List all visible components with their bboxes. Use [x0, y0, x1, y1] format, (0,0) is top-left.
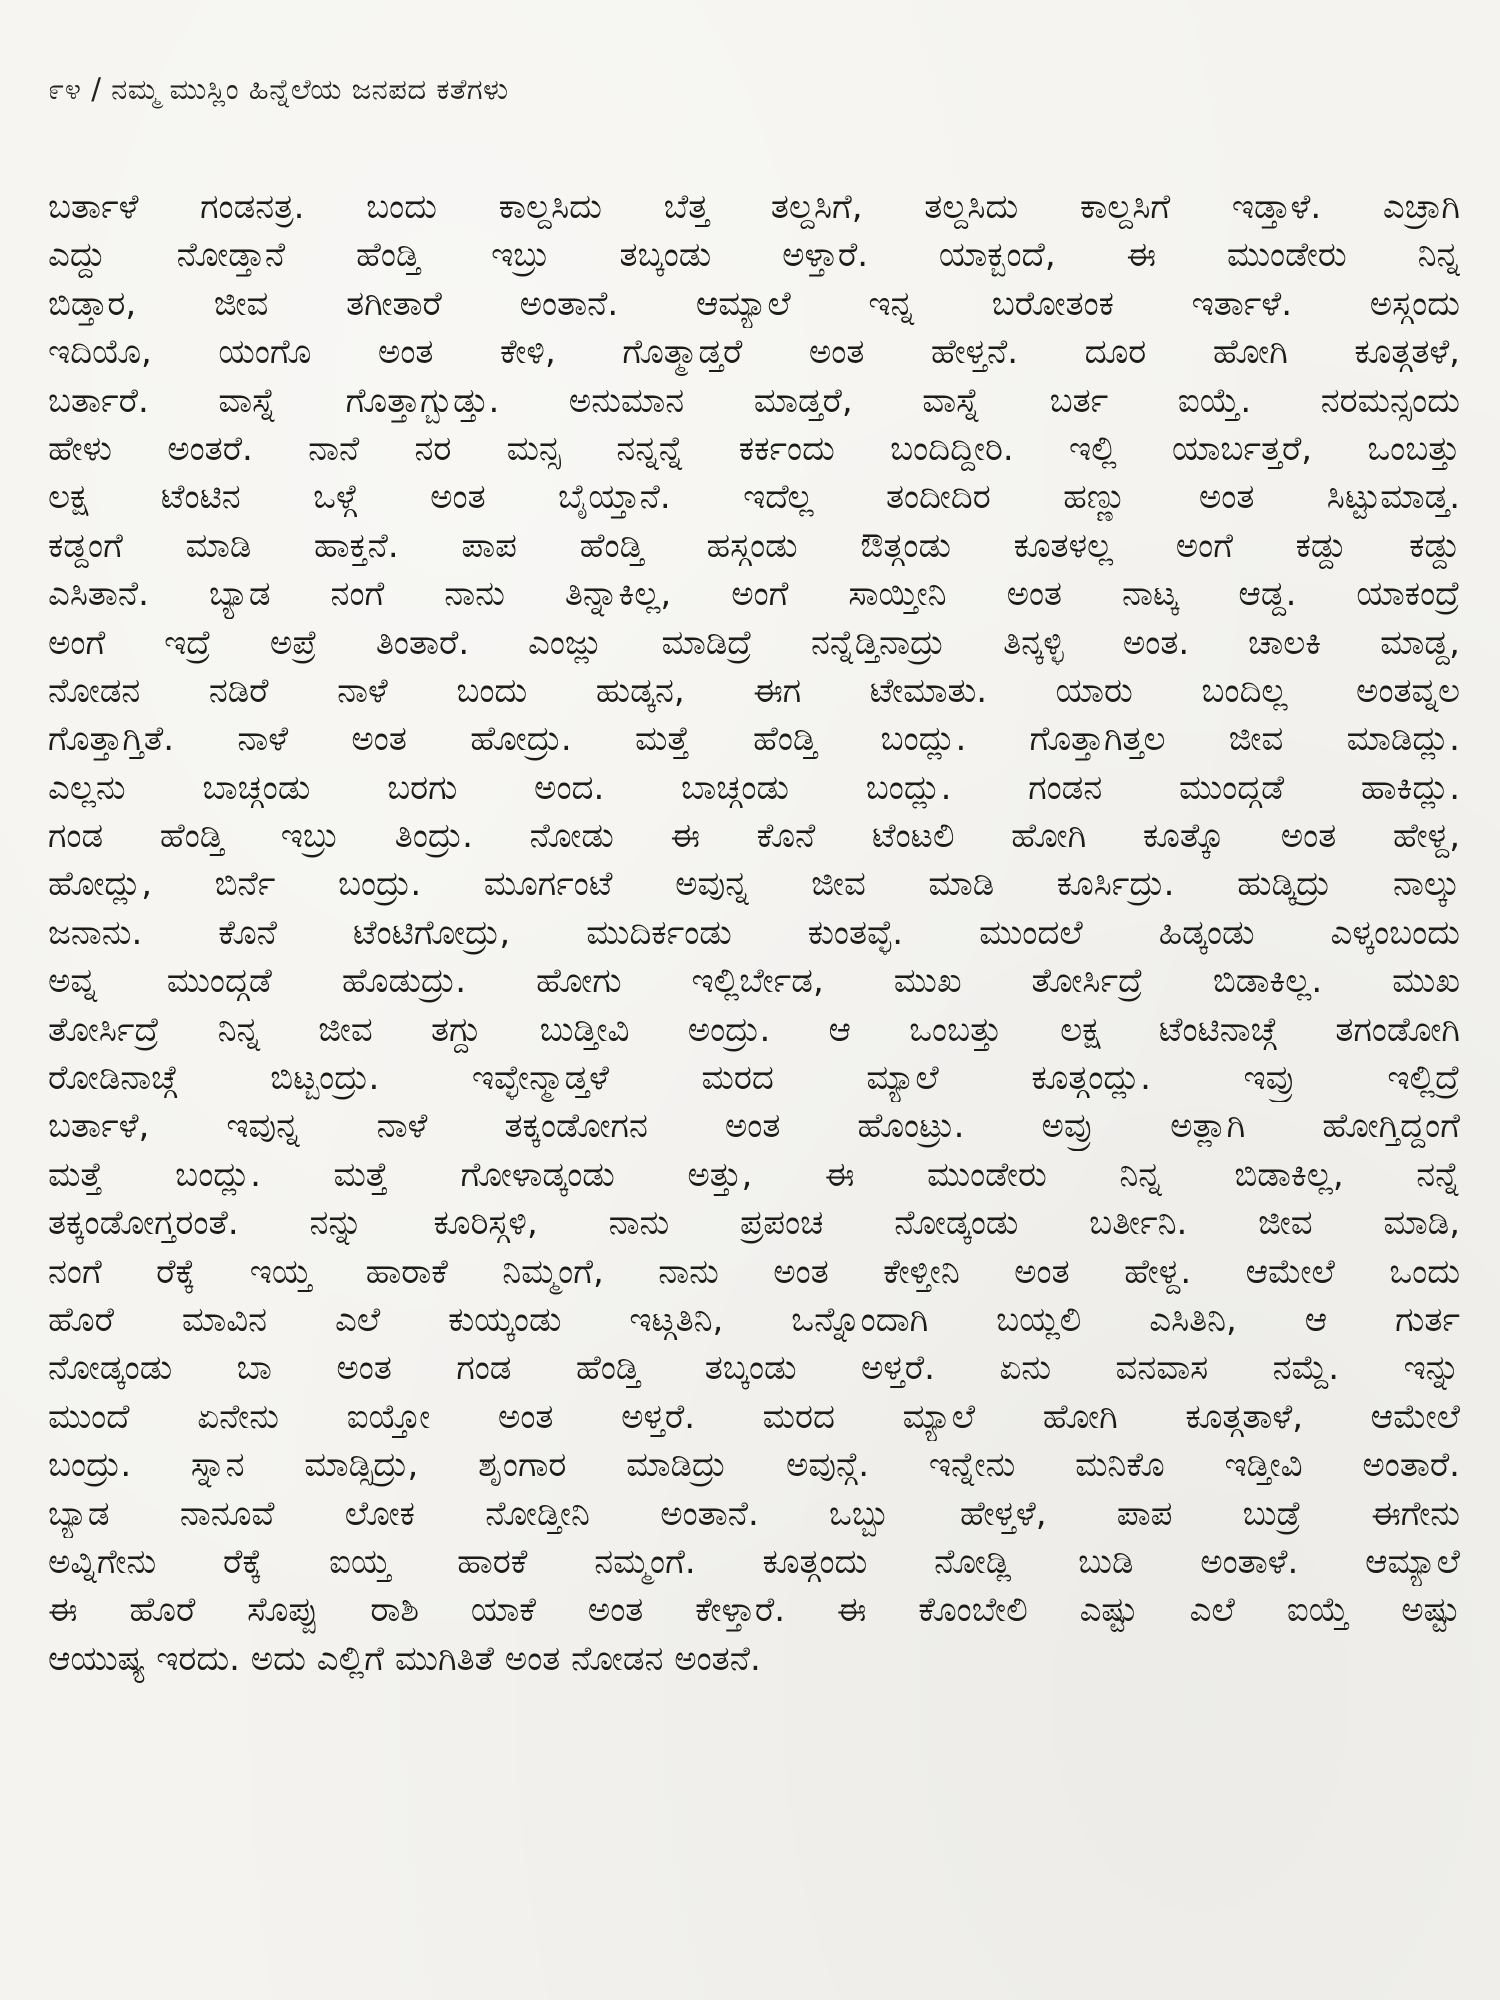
- text-line: ರೋಡಿನಾಚ್ಗೆ ಬಿಟ್ಬಂದ್ರು. ಇವ್ಳೇನ್ಮಾಡ್ತಳೆ ಮರದ ಮ್ಯಾಲೆ ಕೂತ್ಗಂದ್ಲು. ಇವ್ರು ಇಲ್ಲಿದ್ರೆ: [48, 1058, 1460, 1099]
- text-line: ತಕ್ಕಂಡೋಗ್ತರಂತೆ. ನನ್ನು ಕೂರಿಸ್ಗಳಿ, ನಾನು ಪ್ರಪಂಚ ನೋಡ್ಕಂಡು ಬರ್ತೀನಿ. ಜೀವ ಮಾಡಿ,: [48, 1203, 1460, 1244]
- text-line: ಈ ಹೊರೆ ಸೊಪ್ಪು ರಾಶಿ ಯಾಕೆ ಅಂತ ಕೇಳ್ತಾರೆ. ಈ ಕೊಂಬೇಲಿ ಎಷ್ಟು ಎಲೆ ಐಯ್ತೆ ಅಷ್ಟು: [48, 1590, 1460, 1631]
- text-line: ಹೊರೆ ಮಾವಿನ ಎಲೆ ಕುಯ್ಕಂಡು ಇಟ್ಗತಿನಿ, ಒನ್ನೊಂದಾಗಿ ಬಯ್ಲಲಿ ಎಸಿತಿನಿ, ಆ ಗುರ್ತ: [48, 1299, 1460, 1340]
- text-line: ಎಸಿತಾನೆ. ಬ್ಯಾಡ ನಂಗೆ ನಾನು ತಿನ್ನಾಕಿಲ್ಲ, ಅಂಗೆ ಸಾಯ್ತೀನಿ ಅಂತ ನಾಟ್ಕ ಆಡ್ದ. ಯಾಕಂದ್ರೆ: [48, 574, 1460, 615]
- text-line: ಜನಾನು. ಕೊನೆ ಟೆಂಟಿಗೋದ್ರು, ಮುದಿರ್ಕಂಡು ಕುಂತವ್ಳೆ. ಮುಂದಲೆ ಹಿಡ್ಕಂಡು ಎಳ್ಕಂಬಂದು: [48, 912, 1460, 953]
- text-line: ನಂಗೆ ರೆಕ್ಕೆ ಇಯ್ತ ಹಾರಾಕೆ ನಿಮ್ಮಂಗೆ, ನಾನು ಅಂತ ಕೇಳ್ತೀನಿ ಅಂತ ಹೇಳ್ದ. ಆಮೇಲೆ ಒಂದು: [48, 1251, 1460, 1292]
- text-line: ಮತ್ತೆ ಬಂದ್ಲು. ಮತ್ತೆ ಗೋಳಾಡ್ಕಂಡು ಅತ್ತು, ಈ ಮುಂಡೇರು ನಿನ್ನ ಬಿಡಾಕಿಲ್ಲ, ನನ್ನೆ: [48, 1154, 1460, 1195]
- text-line: ಅಂಗೆ ಇದ್ರೆ ಅಪ್ರೆ ತಿಂತಾರೆ. ಎಂಜ್ಲು ಮಾಡಿದ್ರೆ ನನ್ನೆಡ್ತಿನಾದ್ರು ತಿನ್ಕಳ್ಳಿ ಅಂತ. ಚಾಲಕಿ ಮಾಡ್ದ,: [48, 622, 1460, 663]
- text-line: ಬಿಡ್ತಾರ, ಜೀವ ತಗೀತಾರೆ ಅಂತಾನೆ. ಆಮ್ಯಾಲೆ ಇನ್ನ ಬರೋತಂಕ ಇರ್ತಾಳೆ. ಅಸ್ಗಂದು: [48, 283, 1460, 324]
- text-line: ಬರ್ತಾಳೆ, ಇವುನ್ನ ನಾಳೆ ತಕ್ಕಂಡೋಗನ ಅಂತ ಹೊಂಟ್ರು. ಅವ್ರು ಅತ್ಲಾಗಿ ಹೋಗ್ತಿದ್ದಂಗೆ: [48, 1106, 1460, 1147]
- body-text: [48, 183, 1460, 1683]
- text-line: ನೋಡ್ಕಂಡು ಬಾ ಅಂತ ಗಂಡ ಹೆಂಡ್ತಿ ತಬ್ಕಂಡು ಅಳ್ತರೆ. ಏನು ವನವಾಸ ನಮ್ದೆ. ಇನ್ನು: [48, 1348, 1460, 1389]
- text-line: ಅವ್ನ ಮುಂದ್ಗಡೆ ಹೊಡುದ್ರು. ಹೋಗು ಇಲ್ಲಿರ್ಬೇಡ, ಮುಖ ತೋರ್ಸಿದ್ರೆ ಬಿಡಾಕಿಲ್ಲ. ಮುಖ: [48, 961, 1460, 1002]
- text-line: ಹೇಳು ಅಂತರೆ. ನಾನೆ ನರ ಮನ್ಸ ನನ್ನನ್ನೆ ಕರ್ಕಂದು ಬಂದಿದ್ದೀರಿ. ಇಲ್ಲಿ ಯಾರ್ಬತ್ತರೆ, ಒಂಬತ್ತು: [48, 428, 1460, 469]
- text-line: ತೋರ್ಸಿದ್ರೆ ನಿನ್ನ ಜೀವ ತಗ್ದು ಬುಡ್ತೀವಿ ಅಂದ್ರು. ಆ ಒಂಬತ್ತು ಲಕ್ಷ ಟೆಂಟಿನಾಚ್ಗೆ ತಗಂಡೋಗಿ: [48, 1009, 1460, 1050]
- text-line-last: ಆಯುಷ್ಯ ಇರದು. ಅದು ಎಲ್ಲಿಗೆ ಮುಗಿತಿತೆ ಅಂತ ನೋಡನ ಅಂತನೆ.: [48, 1638, 761, 1679]
- text-line: ಕಡ್ದಂಗೆ ಮಾಡಿ ಹಾಕ್ತನೆ. ಪಾಪ ಹೆಂಡ್ತಿ ಹಸ್ಗಂಡು ಔತ್ಗಂಡು ಕೂತಳಲ್ಲ ಅಂಗೆ ಕಡ್ದು ಕಡ್ದು: [48, 525, 1460, 566]
- text-line: ಅವ್ನಿಗೇನು ರೆಕ್ಕೆ ಐಯ್ತ ಹಾರಕೆ ನಮ್ಮಂಗೆ. ಕೂತ್ಗಂದು ನೋಡ್ಲಿ ಬುಡಿ ಅಂತಾಳೆ. ಆಮ್ಯಾಲೆ: [48, 1541, 1460, 1582]
- text-line: ಬರ್ತಾರೆ. ವಾಸ್ನೆ ಗೊತ್ತಾಗ್ಬುಡ್ತು. ಅನುಮಾನ ಮಾಡ್ತರೆ, ವಾಸ್ನೆ ಬರ್ತ ಐಯ್ತೆ. ನರಮನ್ಸಂದು: [48, 380, 1460, 421]
- text-line: ನೋಡನ ನಡಿರೆ ನಾಳೆ ಬಂದು ಹುಡ್ಕನ, ಈಗ ಟೇಮಾತು. ಯಾರು ಬಂದಿಲ್ಲ ಅಂತವ್ನಲ: [48, 670, 1460, 711]
- text-line: ಬರ್ತಾಳೆ ಗಂಡನತ್ರ. ಬಂದು ಕಾಲ್ದಸಿದು ಬೆತ್ತ ತಲ್ದಸಿಗೆ, ತಲ್ದಸಿದು ಕಾಲ್ದಸಿಗೆ ಇಡ್ತಾಳೆ. ಎಚ್ರಾಗಿ: [48, 187, 1460, 227]
- text-line: ಎಲ್ಲನು ಬಾಚ್ಗಂಡು ಬರಗು ಅಂದ. ಬಾಚ್ಗಂಡು ಬಂದ್ಲು. ಗಂಡನ ಮುಂದ್ಗಡೆ ಹಾಕಿದ್ಲು.: [48, 767, 1460, 808]
- text-line: ಹೋದ್ಲು, ಬಿರ್ನೆ ಬಂದ್ರು. ಮೂರ್ಗಂಟೆ ಅವುನ್ನ ಜೀವ ಮಾಡಿ ಕೂರ್ಸಿದ್ರು. ಹುಡ್ಕಿದ್ರು ನಾಲ್ಕು: [48, 864, 1460, 905]
- text-line: ಇದಿಯೊ, ಯಂಗೊ ಅಂತ ಕೇಳಿ, ಗೊತ್ಮಾಡ್ತರೆ ಅಂತ ಹೇಳ್ತನೆ. ದೂರ ಹೋಗಿ ಕೂತ್ಗತಳೆ,: [48, 332, 1460, 373]
- text-line: ಮುಂದೆ ಏನೇನು ಐಯ್ತೋ ಅಂತ ಅಳ್ತರೆ. ಮರದ ಮ್ಯಾಲೆ ಹೋಗಿ ಕೂತ್ಗತಾಳೆ, ಆಮೇಲೆ: [48, 1396, 1460, 1437]
- text-line: ಬ್ಯಾಡ ನಾನೂವೆ ಲೋಕ ನೋಡ್ತೀನಿ ಅಂತಾನೆ. ಒಬ್ಬು ಹೇಳ್ತಳೆ, ಪಾಪ ಬುಡ್ರೆ ಈಗೇನು: [48, 1493, 1460, 1534]
- text-line: ಲಕ್ಷ ಟೆಂಟಿನ ಒಳ್ಗೆ ಅಂತ ಬೈಯ್ತಾನೆ. ಇದೆಲ್ಲ ತಂದೀದಿರ ಹಣ್ಣು ಅಂತ ಸಿಟ್ಟುಮಾಡ್ತ.: [48, 477, 1460, 518]
- text-line: ಬಂದ್ರು. ಸ್ನಾನ ಮಾಡ್ಸಿದ್ರು, ಶೃಂಗಾರ ಮಾಡಿದ್ರು ಅವುನ್ಗೆ. ಇನ್ನೇನು ಮನಿಕೊ ಇಡ್ತೀವಿ ಅಂತಾರೆ.: [48, 1445, 1460, 1486]
- text-line: ಗೊತ್ತಾಗ್ತಿತೆ. ನಾಳೆ ಅಂತ ಹೋದ್ರು. ಮತ್ತೆ ಹೆಂಡ್ತಿ ಬಂದ್ಲು. ಗೊತ್ತಾಗಿತ್ತಲ ಜೀವ ಮಾಡಿದ್ಲು.: [48, 719, 1460, 760]
- text-line: ಗಂಡ ಹೆಂಡ್ತಿ ಇಬ್ರು ತಿಂದ್ರು. ನೋಡು ಈ ಕೊನೆ ಟೆಂಟಲಿ ಹೋಗಿ ಕೂತ್ಕೊ ಅಂತ ಹೇಳ್ದ,: [48, 816, 1460, 857]
- running-head: ೯೪ / ನಮ್ಮ ಮುಸ್ಲಿಂ ಹಿನ್ನೆಲೆಯ ಜನಪದ ಕತೆಗಳು: [48, 72, 509, 106]
- text-line: ಎದ್ದು ನೋಡ್ತಾನೆ ಹೆಂಡ್ತಿ ಇಬ್ರು ತಬ್ಕಂಡು ಅಳ್ತಾರೆ. ಯಾಕ್ಬಂದೆ, ಈ ಮುಂಡೇರು ನಿನ್ನ: [48, 235, 1460, 276]
